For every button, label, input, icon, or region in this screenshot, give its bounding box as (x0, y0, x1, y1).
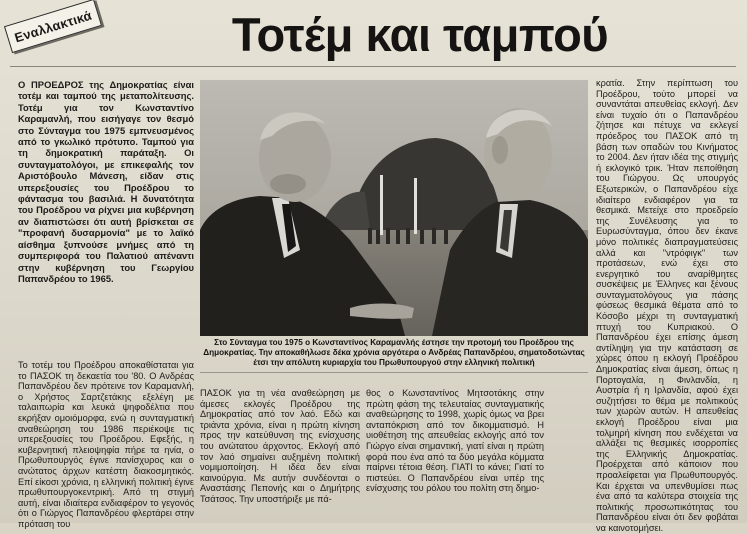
body-paragraph-right: κρατία. Στην περίπτωση του Προέδρου, τούτο μπορεί να συναντάται απευθείας εκλογή. Δεν είναι τυχαίο ότι ο Παπανδρέου ζήτησε και πέτυχε να εκλεγεί πρόεδρος του ΠΑΣΟΚ από τη βάση των οπαδών του Κινήματος το 2004. Δεν ήταν ιδέα της στιγμής ή εκλογικό τρικ. Ήταν πεποίθηση του Γιώργου. Ως υπουργός Εξωτερικών, ο Παπανδρέου είχε ιδιαίτερο ενδιαφέρον για τα θεσμικά. Μετείχε στο προεδρείο της Συνέλευσης για το Ευρωσύνταγμα, όπου δεν έκανε μόνο πολιτικές διαπραγματεύσεις αλλά και "ντρόφιγκ" των προτάσεων, ενώ έχει στο ενεργητικό του αναρίθμητες συσκέψεις με Έλληνες και ξένους συνταγματολόγους για πάσης φύσεως θεσμικά θέματα από το Κόσοβο μέχρι τη συνταγματική πτυχή του Κυπριακού. Ο Παπανδρέου έχει επίσης άμεση αντίληψη για την κατάσταση σε χώρες όπου η εκλογή Προέδρου Δημοκρατίας είναι άμεση, όπως η Πορτογαλία, η Φινλανδία, η Αυστρία ή η Ιρλανδία, αφού έχει συζητήσει το θέμα με πολιτικούς των χωρών αυτών. Η απευθείας εκλογή Προέδρου είναι μια τολμηρή κίνηση που ενδέχεται να αλλάξει τις θεσμικές ισορροπίες της Ελληνικής Δημοκρατίας. Προέρχεται από κάποιον που προαλείφεται για Πρωθυπουργός. Και έρχεται να υπενθυμίσει πως ένα από τα καλύτερα στοιχεία της πολιτικής προσωπικότητας του Παπανδρέου είναι ότι δεν φοβάται να καινοτομήσει. (596, 78, 738, 533)
photo-caption: Στο Σύνταγμα του 1975 ο Κωνσταντίνος Καραμανλής έστησε την προτομή του Προέδρου της Δημοκρατίας. Την αποκαθήλωσε δέκα χρόνια αργότερα ο Ανδρέας Παπανδρέου, σηματοδοτώντας έτσι την απόλυτη κυριαρχία του Πρωθυπουργού στην ελληνική πολιτική (203, 338, 585, 367)
body-column-right (596, 78, 738, 533)
body-paragraph-left: Το τοτέμ του Προέδρου αποκαθίσταται για το ΠΑΣΟΚ τη δεκαετία του '80. Ο Ανδρέας Παπανδρέου δεν πρότεινε τον Καραμανλή, ο Χρήστος Σαρτζετάκης εξελέγη με ταλαιπωρία και λευκά ψηφοδέλτια που εκρήξαν ομοιόμορφα, ενώ η συνταγματική αναθεώρηση του 1986 περιέκοψε τις υπερεξουσίες του Προέδρου. Εφεξής, η κυβερνητική πλειοψηφία πήρε τα ηνία, ο Πρωθυπουργός έγινε πανίσχυρος και ο ανώτατος άρχων κατέστη διακοσμητικός. Επί είκοσι χρόνια, η ελληνική πολιτική έγινε πρωθυπουργοκεντρική. Από τη στιγμή αυτή, είναι ιδιαίτερα ενδιαφέρον το γεγονός ότι ο Γιώργος Παπανδρέου φλερτάρει στην πρόταση του (18, 360, 194, 529)
article-photo (200, 80, 588, 336)
photo-two-statesmen-illustration (200, 80, 588, 336)
body-column-middle-2 (366, 388, 544, 506)
article-headline: Τοτέμ και ταμπού (231, 8, 609, 61)
kicker-text: Εναλλακτικά (12, 7, 94, 45)
body-column-middle-1 (200, 388, 360, 506)
lead-paragraph-column (18, 79, 194, 357)
body-paragraph-middle-2: θος ο Κωνσταντίνος Μητσοτάκης στην πρώτη φάση της τελευταίας συνταγματικής αναθεώρησης το 1998, χωρίς όμως να βρει ανταπόκριση από τον δικομματισμό. Η υιοθέτηση της απευθείας εκλογής από τον Γιώργο είναι σημαντική, γιατί είναι η πρώτη φορά που ένα από τα δύο μεγάλα κόμματα παίρνει τέτοια θέση. ΓΙΑΤΙ το κάνει; Γιατί το πιστεύει. Ο Παπανδρέου είναι υπέρ της ενίσχυσης του ρόλου του πολίτη στη δημο- (366, 388, 544, 494)
body-paragraph-middle-1: ΠΑΣΟΚ για τη νέα αναθεώρηση με άμεσες εκλογές Προέδρου της Δημοκρατίας από τον λαό. Εδώ και τριάντα χρόνια, είναι η πρώτη κίνηση προς την κατεύθυνση της ενίσχυσης του ανώτατου άρχοντος. Εκλογή από τον λαό σημαίνει αυξημένη πολιτική νομιμοποίηση. Η ιδέα δεν είναι καινούργια. Με αυτήν συνδέονται ο Αναστάσης Πεπονής και ο Δημήτρης Τσάτσος. Την υποστήριξε με πά- (200, 388, 360, 504)
caption-divider (200, 372, 588, 373)
headline-divider (10, 66, 736, 67)
lead-paragraph: Ο ΠΡΟΕΔΡΟΣ της Δημοκρατίας είναι τοτέμ και ταμπού της μεταπολίτευσης. Τοτέμ για τον Κωνσταντίνο Καραμανλή, που εισήγαγε τον θεσμό στο Σύνταγμα του 1975 εμπνευσμένος από το γκωλικό πρότυπο. Ταμπού για τη δημοκρατική παράταξη. Οι συνταγματολόγοι, με επικεφαλής τον Αριστόβουλο Μάνεση, είδαν στις υπερεξουσίες του Προέδρου το φάντασμα του βασιλιά. Η δυνατότητα του Προέδρου να ρίχνει μια κυβέρνηση αν διαπιστώσει ότι αυτή βρίσκεται σε "προφανή δυσαρμονία" με το λαϊκό αίσθημα ξυπνούσε μνήμες από τη συμπεριφορά του Παλατιού απέναντι στην κυβέρνηση του Γεωργίου Παπανδρέου το 1965. (18, 79, 194, 284)
body-column-left (18, 360, 194, 529)
section-kicker-label (4, 0, 102, 53)
